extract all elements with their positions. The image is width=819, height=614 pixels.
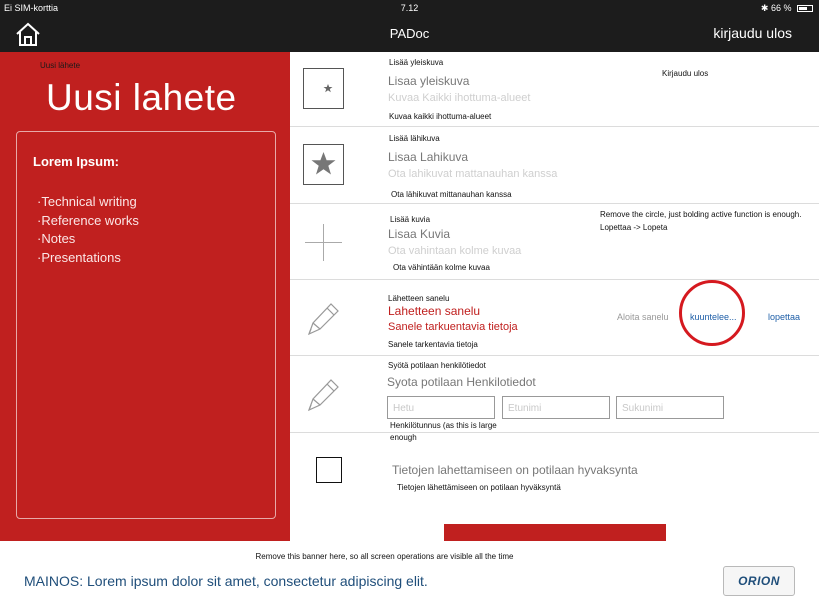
annotation-note: Ota lähikuvat mittanauhan kanssa [391, 190, 512, 199]
clock-label: 7.12 [400, 3, 419, 13]
logout-button[interactable]: kirjaudu ulos [713, 25, 792, 41]
images-label: Lisaa Kuvia [388, 227, 451, 241]
list-item: · Notes [37, 231, 139, 250]
battery-status [761, 3, 813, 14]
app-header [0, 16, 819, 52]
annotation-note: Lähetteen sanelu [388, 294, 450, 303]
bluetooth-icon: ✱ [760, 3, 769, 13]
dictation-sublabel: Sanele tarkuentavia tietoja [388, 321, 518, 333]
annotation-note: Kirjaudu ulos [662, 69, 709, 78]
overview-label: Lisaa yleiskuva [388, 74, 470, 88]
annotation-note: Lisää yleiskuva [389, 58, 444, 67]
add-closeup-image-button[interactable] [303, 144, 344, 185]
overview-sublabel: Kuvaa Kaikki ihottuma-alueet [388, 92, 531, 104]
start-dictation-button[interactable]: Aloita sanelu [617, 312, 669, 322]
closeup-sublabel: Ota lahikuvat mattanauhan kanssa [388, 168, 558, 180]
add-overview-image-button[interactable] [303, 68, 344, 109]
logo-text: ORION [738, 574, 780, 588]
annotation-note: Ota vähintään kolme kuvaa [393, 263, 490, 272]
annotation-note: Henkilötunnus (as this is large enough [390, 421, 497, 442]
stop-dictation-button[interactable]: lopettaa [768, 312, 801, 322]
patient-info-label: Syota potilaan Henkilotiedot [387, 375, 536, 389]
annotation-note: Remove this banner here, so all screen operations are visible all the time [255, 552, 514, 561]
submit-button[interactable] [444, 524, 666, 541]
star-icon [303, 144, 344, 185]
row-images[interactable] [290, 204, 819, 280]
battery-icon [797, 5, 813, 12]
battery-label: 66 % [770, 3, 792, 13]
images-sublabel: Ota vahintaan kolme kuvaa [388, 245, 522, 257]
annotation-note: Tietojen lähettämiseen on potilaan hyväksyntä [397, 483, 561, 492]
listening-button[interactable]: kuuntelee... [690, 312, 737, 322]
star-small-icon [303, 68, 344, 109]
closeup-label: Lisaa Lahikuva [388, 150, 469, 164]
annotation-note: Sanele tarkentavia tietoja [388, 340, 478, 349]
left-panel [0, 52, 290, 541]
annotation-note: Syötä potilaan henkilötiedot [388, 361, 486, 370]
consent-label: Tietojen lahettamiseen on potilaan hyvaksynta [392, 463, 638, 477]
annotation-note: Lisää lähikuva [389, 134, 440, 143]
lastname-field[interactable]: Sukunimi [616, 396, 724, 419]
row-overview[interactable] [290, 52, 819, 127]
annotation-note: Uusi lähete [40, 61, 81, 70]
consent-checkbox[interactable] [316, 457, 342, 483]
dictation-label: Lahetteen sanelu [388, 304, 481, 318]
orion-logo[interactable] [723, 566, 795, 596]
row-patient-info [290, 356, 819, 442]
list-item: · Reference works [37, 213, 139, 232]
info-list [37, 194, 139, 268]
status-bar [0, 0, 819, 16]
add-images-button[interactable] [303, 222, 344, 263]
app-title: PADoc [389, 26, 430, 41]
row-consent[interactable] [290, 433, 819, 510]
annotation-note: Remove the circle, just bolding active function is enough. Lopettaa -> Lopeta [600, 210, 802, 232]
pencil-icon [301, 372, 342, 413]
info-box [16, 131, 276, 519]
hetu-field[interactable]: Hetu [387, 396, 495, 419]
info-box-title: Lorem Ipsum: [33, 154, 119, 169]
row-closeup[interactable] [290, 127, 819, 204]
annotation-circle [679, 280, 745, 346]
ad-banner [0, 541, 819, 614]
firstname-field[interactable]: Etunimi [502, 396, 610, 419]
list-item: · Technical writing [37, 194, 139, 213]
annotation-note: Lisää kuvia [390, 215, 431, 224]
page-title: Uusi lahete [46, 77, 237, 118]
pencil-icon [301, 296, 342, 337]
carrier-label: Ei SIM-korttia [4, 3, 59, 13]
plus-icon [303, 222, 344, 263]
list-item: · Presentations [37, 250, 139, 269]
ad-text[interactable]: MAINOS: Lorem ipsum dolor sit amet, consectetur adipiscing elit. [24, 573, 428, 589]
annotation-note: Kuvaa kaikki ihottuma-alueet [389, 112, 492, 121]
